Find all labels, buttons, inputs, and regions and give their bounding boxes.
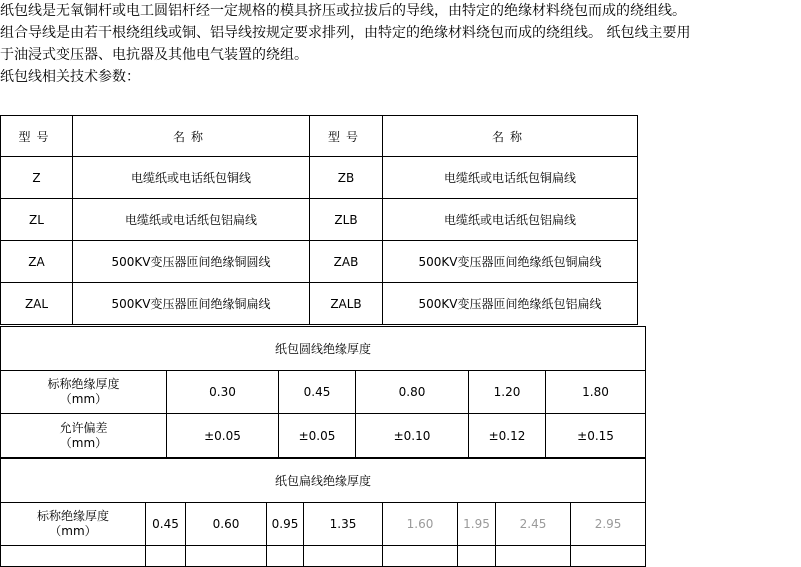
table-row [1,157,638,199]
name-cell: 500KV变压器匝间绝缘纸包铝扁线 [383,283,638,325]
value-cell: 0.60 [186,503,267,546]
table-row [1,199,638,241]
value-cell: 1.95 [458,503,496,546]
table-row [1,283,638,325]
empty-cell [304,546,383,567]
model-cell: ZL [1,199,73,241]
value-cell: 2.45 [496,503,571,546]
name-cell: 500KV变压器匝间绝缘铜圆线 [73,241,310,283]
value-cell: 0.45 [279,371,356,414]
value-cell: 1.60 [383,503,458,546]
model-cell: ZAL [1,283,73,325]
empty-cell [496,546,571,567]
table-row [1,371,646,414]
value-cell: 1.80 [546,371,646,414]
name-cell: 电缆纸或电话纸包铝扁线 [383,199,638,241]
round-wire-insulation-table [0,326,646,458]
empty-cell [146,546,186,567]
table-title-row [1,459,646,503]
intro-line-1: 纸包线是无氧铜杆或电工圆铝杆经一定规格的模具挤压或拉拔后的导线，由特定的绝缘材料绕包而成的绕组线。 [0,3,686,19]
header-model-b: 型号 [310,116,383,157]
value-cell: 0.95 [267,503,304,546]
row-label: 标称绝缘厚度 （mm） [1,503,146,546]
value-cell: ±0.05 [279,414,356,458]
intro-line-3: 于油浸式变压器、电抗器及其他电气装置的绕组。 [0,47,308,63]
wire-types-table [0,115,638,325]
intro-line-2: 组合导线是由若干根绕组线或铜、铝导线按规定要求排列，由特定的绝缘材料绕包而成的绕组线。 纸包线主要用 [0,25,691,41]
model-cell: ZA [1,241,73,283]
table-title-row [1,327,646,371]
model-cell: ZAB [310,241,383,283]
table-row [1,241,638,283]
value-cell: ±0.10 [356,414,469,458]
table-row [1,414,646,458]
value-cell: ±0.05 [167,414,279,458]
model-cell: ZLB [310,199,383,241]
value-cell: 0.80 [356,371,469,414]
value-cell: 2.95 [571,503,646,546]
intro-line-4: 纸包线相关技术参数： [0,69,140,85]
name-cell: 电缆纸或电话纸包铜线 [73,157,310,199]
table-row [1,503,646,546]
empty-cell [1,546,146,567]
empty-cell [267,546,304,567]
header-name-b: 名称 [383,116,638,157]
value-cell: ±0.12 [469,414,546,458]
empty-cell [186,546,267,567]
header-model-a: 型号 [1,116,73,157]
name-cell: 电缆纸或电话纸包铝扁线 [73,199,310,241]
name-cell: 电缆纸或电话纸包铜扁线 [383,157,638,199]
empty-cell [383,546,458,567]
value-cell: ±0.15 [546,414,646,458]
intro-text [0,0,801,88]
value-cell: 0.30 [167,371,279,414]
value-cell: 1.35 [304,503,383,546]
flat-wire-insulation-table [0,458,646,567]
header-name-a: 名称 [73,116,310,157]
table-header-row [1,116,638,157]
model-cell: Z [1,157,73,199]
value-cell: 0.45 [146,503,186,546]
value-cell: 1.20 [469,371,546,414]
table-title: 纸包扁线绝缘厚度 [1,459,646,503]
table-title: 纸包圆线绝缘厚度 [1,327,646,371]
empty-cell [571,546,646,567]
row-label: 标称绝缘厚度 （mm） [1,371,167,414]
table-row [1,546,646,567]
name-cell: 500KV变压器匝间绝缘铜扁线 [73,283,310,325]
row-label: 允许偏差 （mm） [1,414,167,458]
name-cell: 500KV变压器匝间绝缘纸包铜扁线 [383,241,638,283]
empty-cell [458,546,496,567]
model-cell: ZB [310,157,383,199]
model-cell: ZALB [310,283,383,325]
